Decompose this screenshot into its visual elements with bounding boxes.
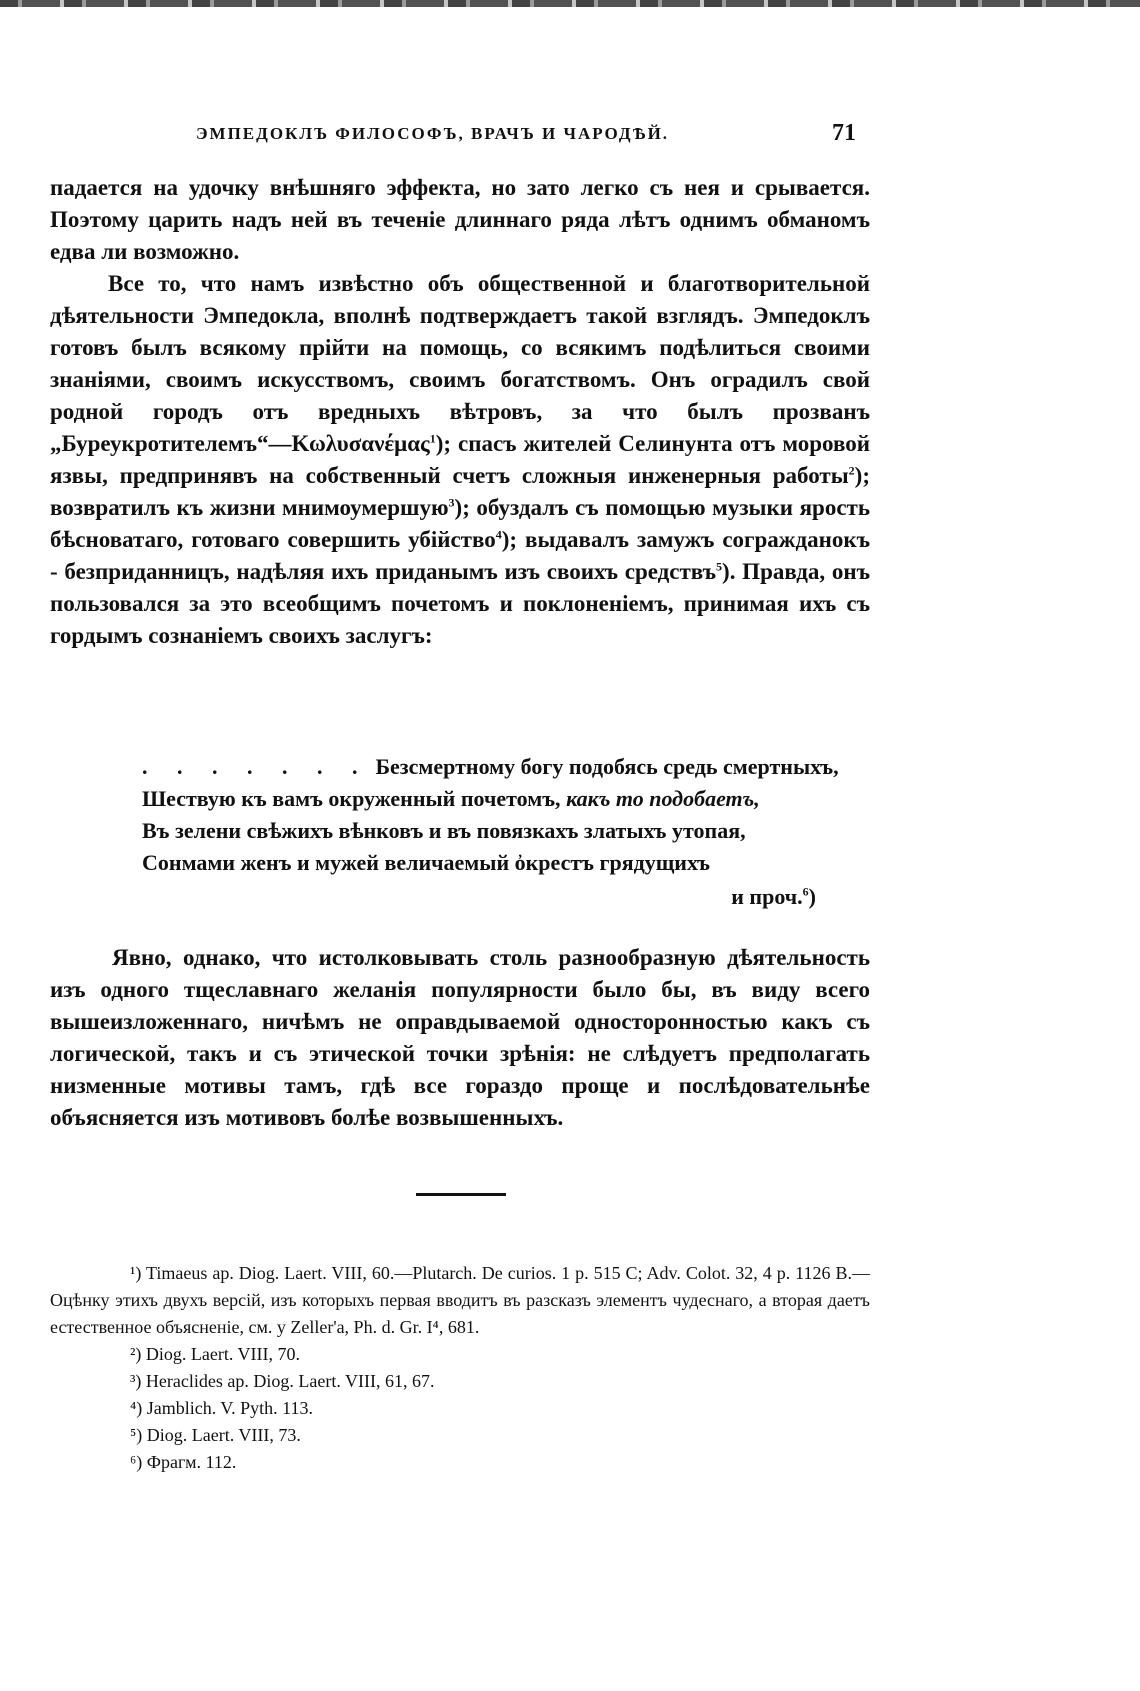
page-number: 71 <box>832 120 856 146</box>
paragraph-continued <box>50 172 870 268</box>
paragraph-text: Явно, однако, что истолковывать столь разнообразную дѣятельность изъ одного тщеславнаго желанія популярности было бы, въ виду всего вышеизложеннаго, ничѣмъ не оправдываемой односторонностью какъ съ логической, такъ и съ этической точки зрѣнія: не слѣдуетъ предполагать низменные мотивы тамъ, гдѣ все гораздо проще и послѣдовательнѣе объясняется изъ мотивовъ болѣе возвышенныхъ. <box>50 945 870 1130</box>
footnote-5 <box>50 1422 870 1449</box>
ellipsis-dots: . . . . . . . <box>142 754 370 779</box>
footnote-mark: ⁴ <box>130 1398 137 1418</box>
text-run: ). Правда, онъ пользовался за это всеобщимъ почетомъ и поклоненіемъ, принимая ихъ съ гордымъ сознаніемъ своихъ заслугъ: <box>50 559 870 648</box>
footnote-mark: ⁵ <box>130 1425 137 1445</box>
footnote-ref-5: 5 <box>716 559 723 574</box>
footnote-ref-4: 4 <box>495 527 502 542</box>
footnote-3 <box>50 1368 870 1395</box>
footnote-text: ) Diog. Laert. VIII, 73. <box>136 1425 301 1445</box>
attribution-text: и проч. <box>731 884 803 909</box>
footnote-text: ) Diog. Laert. VIII, 70. <box>135 1344 301 1364</box>
footnote-text: ) Jamblich. V. Pyth. 113. <box>136 1398 313 1418</box>
footnote-mark: ³ <box>130 1371 136 1391</box>
running-header: ЭМПЕДОКЛЪ ФИЛОСОФЪ, ВРАЧЪ И ЧАРОДѢЙ. <box>196 124 670 143</box>
section-divider <box>416 1193 506 1196</box>
footnote-ref-1: 1 <box>429 431 436 446</box>
text-run: Все то, что намъ извѣстно объ общественной и благотворительной дѣятельности Эмпедокла, вполнѣ подтверждаетъ такой взглядъ. Эмпедоклъ готовъ былъ всякому прійти на помощь, со всякимъ подѣлиться своими знаніями, своимъ искусствомъ, своимъ богатствомъ. Онъ оградилъ свой родной городъ отъ вредныхъ вѣтровъ, за что былъ прозванъ „Буреукротителемъ“—Κωλυσανέμας <box>50 271 870 456</box>
footnote-4 <box>50 1395 870 1422</box>
verse-line <box>142 783 862 815</box>
verse-line <box>142 815 862 847</box>
verse-italic-text: какъ то подобаетъ, <box>566 786 760 811</box>
footnote-ref-6: 6 <box>802 884 809 899</box>
paragraph-text: падается на удочку внѣшняго эффекта, но зато легко съ нея и срывается. Поэтому царить надъ ней въ теченіе длиннаго ряда лѣтъ однимъ обманомъ едва ли возможно. <box>50 175 870 264</box>
paragraph-conclusion <box>50 942 870 1134</box>
verse-text: Сонмами женъ и мужей величаемый ὀкрестъ грядущихъ <box>142 850 710 875</box>
text-run: ); спасъ жителей Селинунта отъ моровой язвы, предпринявъ на собственный счетъ сложныя инженерныя работы <box>50 431 870 488</box>
attribution-close: ) <box>808 884 816 909</box>
verse-attribution <box>142 881 862 913</box>
paragraph-text <box>50 268 870 652</box>
footnote-2 <box>50 1341 870 1368</box>
footnote-1 <box>50 1260 870 1341</box>
footnote-ref-2: 2 <box>848 463 855 478</box>
verse-line <box>142 751 862 783</box>
verse-text: Шествую къ вамъ окруженный почетомъ, <box>142 786 567 811</box>
text-run: ); возвратилъ къ жизни мнимоумершую <box>50 463 870 520</box>
footnote-ref-3: 3 <box>448 495 455 510</box>
footnotes <box>50 1260 870 1476</box>
text-run: ); обуздалъ съ помощью музыки ярость бѣсноватаго, готоваго совершить убійство <box>50 495 870 552</box>
scan-edge-artifact <box>0 0 1140 7</box>
footnote-text: ) Фрагм. 112. <box>136 1452 237 1472</box>
verse-line <box>142 847 862 879</box>
verse-text: Въ зелени свѣжихъ вѣнковъ и въ повязкахъ златыхъ утопая, <box>142 818 746 843</box>
footnote-mark: ⁶ <box>130 1452 137 1472</box>
paragraph-benevolence <box>50 268 870 652</box>
text-run: ); выдавалъ замужъ согражданокъ - безприданницъ, надѣляя ихъ приданымъ изъ своихъ средствъ <box>50 527 870 584</box>
footnote-text: ) Heraclides ap. Diog. Laert. VIII, 61, 67. <box>135 1371 435 1391</box>
footnote-mark: ² <box>130 1344 136 1364</box>
footnote-text: ) Timaeus ap. Diog. Laert. VIII, 60.—Plutarch. De curios. 1 p. 515 C; Adv. Colot. 32, 4 p. 1126 B.—Оцѣнку этихъ двухъ версій, изъ которыхъ первая вводитъ въ разсказъ элементъ чудеснаго, а вторая даетъ естественное объясненіе, см. у Zeller'a, Ph. d. Gr. I⁴, 681. <box>50 1263 870 1337</box>
verse-text: Безсмертному богу подобясь средь смертныхъ, <box>375 754 839 779</box>
footnote-6 <box>50 1449 870 1476</box>
footnote-mark: ¹ <box>130 1263 136 1283</box>
verse-quotation <box>142 751 862 913</box>
